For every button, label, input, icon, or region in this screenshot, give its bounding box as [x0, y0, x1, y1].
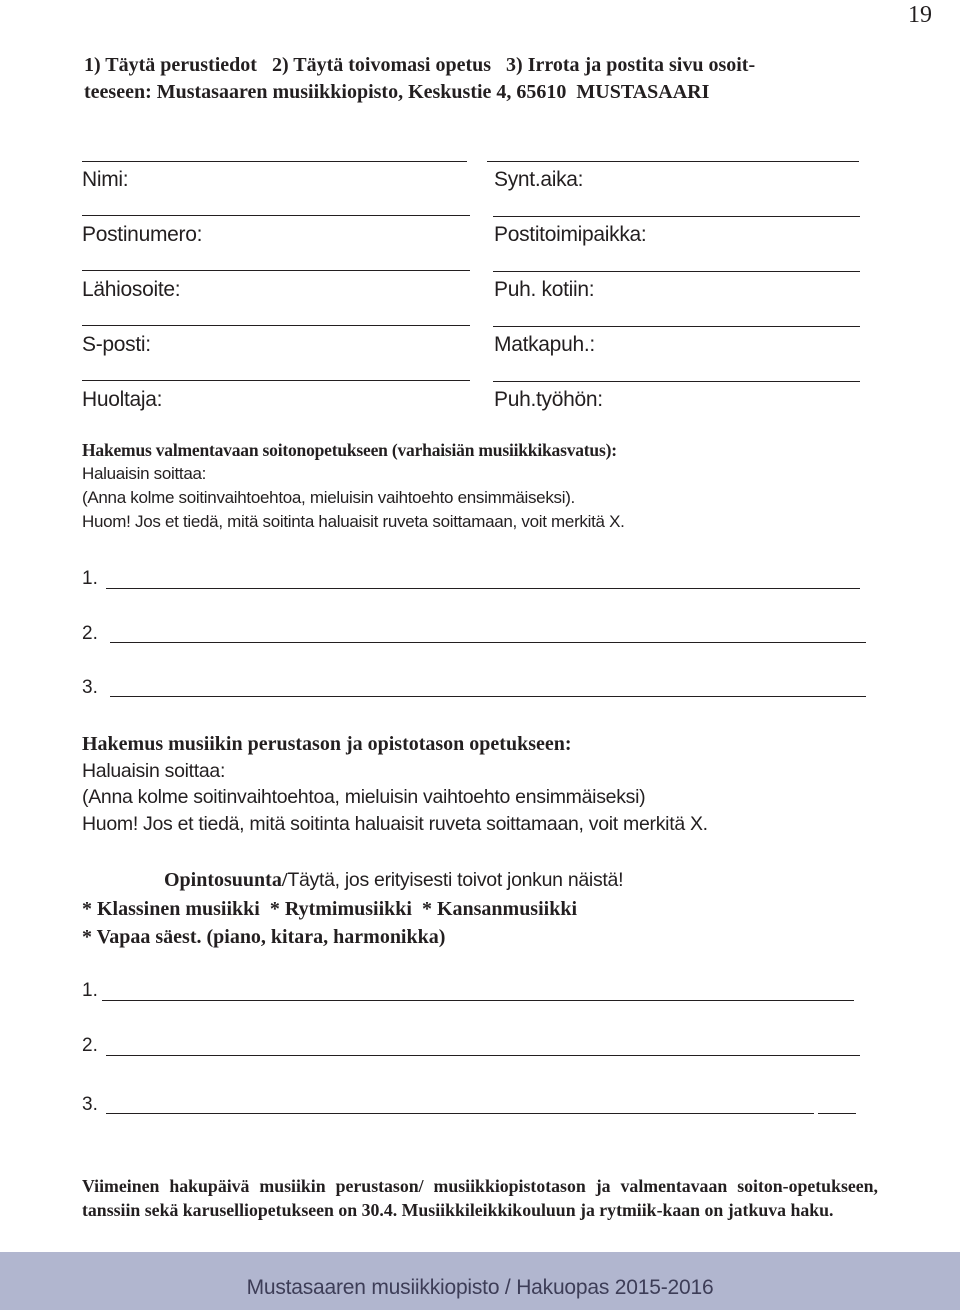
field-label-postal-code: Postinumero:	[82, 223, 203, 246]
choice-number: 3.	[82, 677, 98, 698]
choice-underline[interactable]	[106, 1113, 814, 1114]
study-direction-label: Opintosuunta/	[164, 869, 288, 891]
section-text-line: Haluaisin soittaa:	[82, 759, 226, 782]
study-options-line: * Vapaa säest. (piano, kitara, harmonikka)	[82, 926, 446, 948]
section-early-childhood	[82, 438, 882, 534]
field-underline[interactable]	[493, 216, 860, 217]
page-number: 19	[908, 2, 932, 28]
field-underline[interactable]	[82, 161, 467, 162]
study-direction-note: Täytä, jos erityisesti toivot jonkun näistä!	[287, 869, 624, 891]
field-label-post-office: Postitoimipaikka:	[494, 223, 647, 246]
deadline-note: Viimeinen hakupäivä musiikin perustason/ musiikkiopistotason ja valmentavaan soiton-opetukseen, tanssiin sekä karuselliopetukseen on 30.4. Musiikkileikkikouluun ja rytmiik-kaan on jatkuva haku.	[82, 1176, 878, 1220]
field-underline[interactable]	[487, 161, 859, 162]
section-text-line: Huom! Jos et tiedä, mitä soitinta haluaisit ruveta soittamaan, voit merkitä X.	[82, 512, 625, 531]
choice-number: 1.	[82, 568, 98, 589]
study-direction	[82, 866, 902, 952]
field-underline[interactable]	[82, 380, 470, 381]
section-heading: Hakemus valmentavaan soitonopetukseen (varhaisiän musiikkikasvatus):	[82, 440, 617, 460]
section-text-line: (Anna kolme soitinvaihtoehtoa, mieluisin vaihtoehto ensimmäiseksi).	[82, 488, 575, 507]
study-options-line: * Klassinen musiikki * Rytmimusiikki * Kansanmusiikki	[82, 897, 578, 920]
field-label-name: Nimi:	[82, 168, 129, 191]
choice-number: 2.	[82, 1035, 98, 1056]
section-text-line: Haluaisin soittaa:	[82, 464, 207, 483]
intro-line-2: teeseen: Mustasaaren musiikkiopisto, Keskustie 4, 65610 MUSTASAARI	[84, 81, 710, 103]
field-label-guardian: Huoltaja:	[82, 388, 163, 411]
section-text-line: (Anna kolme soitinvaihtoehtoa, mieluisin vaihtoehto ensimmäiseksi)	[82, 786, 646, 808]
field-underline[interactable]	[82, 215, 470, 216]
intro-instructions	[84, 52, 874, 106]
field-label-email: S-posti:	[82, 333, 151, 356]
field-underline[interactable]	[493, 326, 860, 327]
choice-underline[interactable]	[110, 642, 866, 643]
field-label-home-phone: Puh. kotiin:	[494, 278, 595, 301]
field-underline[interactable]	[82, 270, 470, 271]
section-heading: Hakemus musiikin perustason ja opistotason opetukseen:	[82, 733, 572, 755]
choice-underline[interactable]	[102, 1000, 854, 1001]
section-text-line: Huom! Jos et tiedä, mitä soitinta haluaisit ruveta soittamaan, voit merkitä X.	[82, 812, 708, 835]
field-underline[interactable]	[82, 325, 470, 326]
choice-underline[interactable]	[110, 696, 866, 697]
field-label-street-address: Lähiosoite:	[82, 278, 181, 301]
section-basic-level	[82, 731, 902, 837]
field-underline[interactable]	[493, 271, 860, 272]
field-label-work-phone: Puh.työhön:	[494, 388, 603, 411]
choice-number: 1.	[82, 980, 98, 1001]
intro-line-1: 1) Täytä perustiedot 2) Täytä toivomasi opetus 3) Irrota ja postita sivu osoit-	[84, 54, 756, 76]
field-label-birthdate: Synt.aika:	[494, 168, 584, 191]
choice-underline[interactable]	[106, 588, 860, 589]
footer-band	[0, 1252, 960, 1310]
choice-underline-tail	[818, 1113, 856, 1114]
choice-underline[interactable]	[106, 1055, 860, 1056]
choice-number: 3.	[82, 1094, 98, 1115]
field-underline[interactable]	[493, 381, 860, 382]
field-label-mobile-phone: Matkapuh.:	[494, 333, 595, 356]
choice-number: 2.	[82, 623, 98, 644]
footer-text: Mustasaaren musiikkiopisto / Hakuopas 2015-2016	[246, 1276, 714, 1299]
